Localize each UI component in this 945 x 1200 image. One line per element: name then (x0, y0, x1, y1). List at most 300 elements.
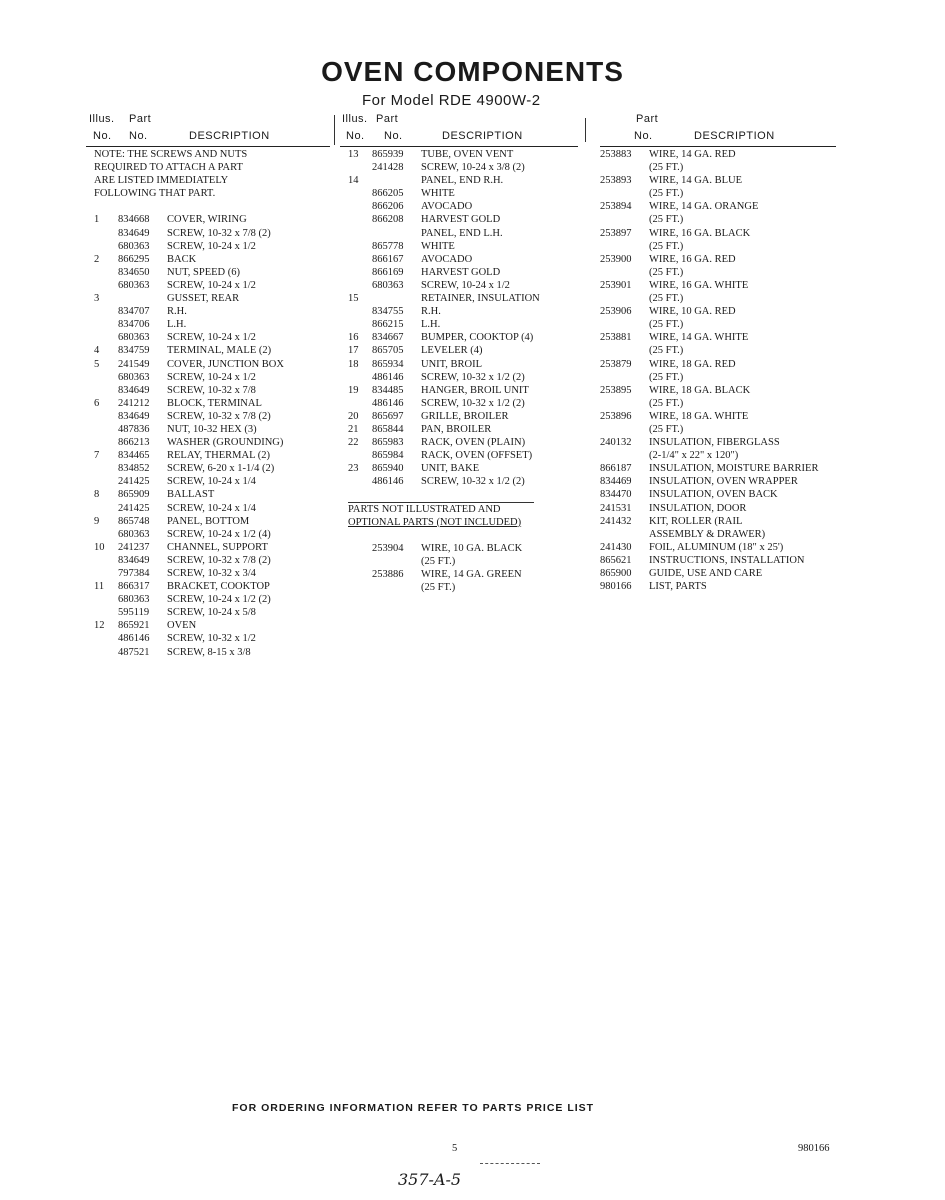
part-number: 680363 (372, 279, 404, 291)
part-description: WIRE, 16 GA. RED (649, 253, 736, 265)
part-description: SCREW, 10-32 x 1/2 (2) (421, 371, 525, 383)
part-description: (25 FT.) (649, 423, 684, 435)
part-row (348, 384, 588, 397)
part-description: HARVEST GOLD (421, 266, 501, 278)
part-row (348, 161, 588, 174)
part-row (94, 567, 334, 580)
assembly-note (94, 148, 334, 200)
illus-number: 14 (348, 175, 359, 187)
part-description: WIRE, 18 GA. BLACK (649, 384, 751, 396)
illus-number: 2 (94, 253, 100, 265)
part-number: 680363 (118, 279, 150, 291)
part-row (600, 462, 845, 475)
dash-rule (480, 1163, 540, 1165)
part-row (600, 541, 845, 554)
part-row (348, 240, 588, 253)
part-row (600, 554, 845, 567)
part-description: WIRE, 14 GA. RED (649, 149, 736, 160)
col2-desc-header: DESCRIPTION (442, 130, 523, 142)
col2-illus-top: Illus. (342, 113, 368, 125)
col2-divider (334, 115, 335, 145)
part-number: 980166 (600, 581, 632, 593)
part-number: 253881 (600, 332, 632, 344)
part-row (600, 305, 845, 318)
col3-desc-header: DESCRIPTION (694, 130, 775, 142)
col2-part-top: Part (376, 113, 399, 125)
illus-number: 22 (348, 437, 359, 449)
part-number: 866205 (372, 188, 404, 200)
part-number: 834485 (372, 384, 404, 396)
part-description: SCREW, 10-32 x 7/8 (2) (167, 554, 271, 566)
part-description: SCREW, 10-32 x 1/2 (2) (421, 397, 525, 409)
part-row (94, 253, 334, 266)
part-number: 241432 (600, 515, 632, 527)
part-description: WIRE, 16 GA. BLACK (649, 227, 751, 239)
part-row (348, 200, 588, 213)
part-number: 834649 (118, 384, 150, 396)
not-illustrated-heading (348, 503, 588, 529)
part-number: 866187 (600, 463, 632, 475)
part-row (94, 619, 334, 632)
part-number: 253893 (600, 175, 632, 187)
handwritten-code: 357-A-5 (398, 1170, 462, 1189)
part-number: 241425 (118, 476, 150, 488)
part-number: 865697 (372, 410, 404, 422)
part-row (94, 502, 334, 515)
part-description: SCREW, 10-24 x 1/4 (167, 476, 256, 488)
part-row (348, 542, 588, 555)
col2-header (342, 111, 582, 145)
part-description: NUT, SPEED (6) (167, 266, 241, 278)
part-description: SCREW, 10-32 x 1/2 (2) (421, 476, 525, 488)
part-description: SCREW, 10-32 x 7/8 (167, 384, 256, 396)
col1-rows (94, 213, 334, 658)
part-description: INSTRUCTIONS, INSTALLATION (649, 554, 805, 566)
part-row (94, 344, 334, 357)
part-row (94, 515, 334, 528)
page-subtitle: For Model RDE 4900W-2 (362, 92, 541, 109)
part-row (600, 200, 845, 213)
illus-number: 10 (94, 541, 105, 553)
part-row (94, 475, 334, 488)
illus-number: 9 (94, 515, 100, 527)
illus-number: 5 (94, 358, 100, 370)
part-number: 865921 (118, 620, 150, 632)
part-number: 865778 (372, 240, 404, 252)
part-row (94, 632, 334, 645)
part-number: 834759 (118, 345, 150, 357)
part-row (94, 279, 334, 292)
part-number: 680363 (118, 528, 150, 540)
part-row (348, 279, 588, 292)
part-description: PAN, BROILER (421, 423, 492, 435)
part-number: 866169 (372, 266, 404, 278)
part-row (600, 253, 845, 266)
part-row (348, 344, 588, 357)
part-row (600, 266, 845, 279)
part-description: TERMINAL, MALE (2) (167, 345, 272, 357)
part-description: WIRE, 16 GA. WHITE (649, 279, 749, 291)
part-description: INSULATION, OVEN BACK (649, 489, 778, 501)
part-number: 866206 (372, 201, 404, 213)
part-description: KIT, ROLLER (RAIL (649, 515, 743, 527)
part-number: 834852 (118, 463, 150, 475)
part-row (600, 475, 845, 488)
part-row (348, 371, 588, 384)
col3-part-no: No. (634, 130, 653, 142)
part-description: CHANNEL, SUPPORT (167, 541, 268, 553)
note-line: NOTE: THE SCREWS AND NUTS (94, 149, 248, 160)
part-description: SCREW, 10-24 x 3/8 (2) (421, 162, 525, 174)
page-title: OVEN COMPONENTS (321, 56, 624, 87)
illus-number: 20 (348, 410, 359, 422)
part-row (600, 528, 845, 541)
part-row (94, 371, 334, 384)
section-heading-line: OPTIONAL PARTS (NOT INCLUDED) (348, 516, 522, 528)
part-row (94, 462, 334, 475)
part-description: SCREW, 10-32 x 7/8 (2) (167, 410, 271, 422)
col1-header (89, 111, 329, 145)
part-number: 865940 (372, 463, 404, 475)
part-row (348, 449, 588, 462)
part-description: WIRE, 14 GA. WHITE (649, 332, 749, 344)
part-description: SCREW, 10-24 x 1/2 (4) (167, 528, 271, 540)
illus-number: 18 (348, 358, 359, 370)
part-row (348, 227, 588, 240)
part-number: 241531 (600, 502, 632, 514)
part-row (600, 174, 845, 187)
part-number: 680363 (118, 371, 150, 383)
part-number: 680363 (118, 240, 150, 252)
part-row (348, 555, 588, 568)
part-number: 253904 (372, 542, 404, 554)
part-row (600, 488, 845, 501)
part-description: SCREW, 10-32 x 7/8 (2) (167, 227, 271, 239)
col2-part-no: No. (384, 130, 403, 142)
part-number: 253901 (600, 279, 632, 291)
part-description: WASHER (GROUNDING) (167, 437, 284, 449)
part-description: RELAY, THERMAL (2) (167, 450, 270, 462)
part-row (94, 331, 334, 344)
part-number: 253879 (600, 358, 632, 370)
part-row (348, 331, 588, 344)
part-number: 865748 (118, 515, 150, 527)
part-number: 680363 (118, 332, 150, 344)
part-number: 834649 (118, 554, 150, 566)
part-description: COVER, JUNCTION BOX (167, 358, 284, 370)
part-description: RETAINER, INSULATION (421, 293, 540, 305)
part-row (600, 227, 845, 240)
part-row (94, 606, 334, 619)
part-row (348, 187, 588, 200)
section-heading-line: PARTS NOT ILLUSTRATED AND (348, 503, 501, 515)
part-description: (25 FT.) (649, 266, 684, 278)
note-line: FOLLOWING THAT PART. (94, 188, 216, 200)
part-description: SCREW, 10-24 x 1/4 (167, 502, 256, 514)
part-row (94, 240, 334, 253)
part-description: R.H. (421, 306, 441, 318)
col2-illus-no: No. (346, 130, 365, 142)
part-description: (25 FT.) (649, 162, 684, 174)
part-description: COVER, WIRING (167, 214, 247, 226)
part-description: WIRE, 10 GA. BLACK (421, 542, 523, 554)
part-row (600, 436, 845, 449)
part-row (600, 344, 845, 357)
col2-body (348, 148, 588, 594)
part-number: 486146 (372, 476, 404, 488)
part-description: (2-1/4" x 22" x 120") (649, 450, 739, 462)
part-row (600, 384, 845, 397)
part-number: 865621 (600, 554, 632, 566)
part-description: (25 FT.) (421, 555, 456, 567)
illus-number: 6 (94, 397, 100, 409)
col3-header-rule (600, 146, 836, 147)
part-description: SCREW, 8-15 x 3/8 (167, 646, 251, 658)
part-row (600, 371, 845, 384)
part-description: PANEL, BOTTOM (167, 515, 250, 527)
part-description: SCREW, 10-24 x 1/2 (167, 240, 256, 252)
illus-number: 15 (348, 293, 359, 305)
part-row (94, 528, 334, 541)
part-description: ASSEMBLY & DRAWER) (649, 528, 766, 540)
part-number: 680363 (118, 594, 150, 606)
part-number: 253896 (600, 410, 632, 422)
illus-number: 4 (94, 345, 100, 357)
part-description: GUIDE, USE AND CARE (649, 568, 763, 579)
col3-rows (600, 148, 845, 593)
illus-number: 23 (348, 463, 359, 475)
part-description: SCREW, 10-24 x 5/8 (167, 607, 256, 619)
col1-part-top: Part (129, 113, 152, 125)
col1-illus-no: No. (93, 130, 112, 142)
part-description: WIRE, 10 GA. RED (649, 306, 736, 318)
part-description: SCREW, 10-24 x 1/2 (2) (167, 594, 271, 606)
part-number: 240132 (600, 437, 632, 449)
part-description: (25 FT.) (649, 188, 684, 200)
part-description: (25 FT.) (649, 293, 684, 305)
part-description: (25 FT.) (421, 582, 456, 594)
part-number: 865983 (372, 437, 404, 449)
part-description: BRACKET, COOKTOP (167, 581, 270, 593)
part-number: 253894 (600, 201, 632, 213)
illus-number: 8 (94, 489, 100, 501)
part-description: INSULATION, OVEN WRAPPER (649, 476, 798, 488)
part-row (94, 541, 334, 554)
part-number: 866213 (118, 437, 150, 449)
part-description: SCREW, 10-32 x 3/4 (167, 568, 256, 579)
part-row (94, 292, 334, 305)
part-number: 253897 (600, 227, 632, 239)
part-description: INSULATION, DOOR (649, 502, 747, 514)
col1-header-rule (86, 146, 330, 147)
part-number: 834668 (118, 214, 150, 226)
note-line: ARE LISTED IMMEDIATELY (94, 175, 229, 187)
illus-number: 19 (348, 384, 359, 396)
part-description: GUSSET, REAR (167, 293, 240, 305)
part-row (600, 318, 845, 331)
part-number: 486146 (372, 397, 404, 409)
part-number: 241549 (118, 358, 150, 370)
part-number: 241237 (118, 541, 150, 553)
part-description: (25 FT.) (649, 397, 684, 409)
part-number: 866317 (118, 581, 150, 593)
part-row (94, 384, 334, 397)
part-number: 253886 (372, 569, 404, 580)
part-row (348, 462, 588, 475)
part-row (94, 646, 334, 659)
part-number: 253906 (600, 306, 632, 318)
part-row (94, 358, 334, 371)
part-description: INSULATION, FIBERGLASS (649, 437, 780, 449)
part-number: 834649 (118, 410, 150, 422)
part-description: SCREW, 10-24 x 1/2 (421, 279, 510, 291)
part-description: UNIT, BROIL (421, 358, 483, 370)
part-number: 797384 (118, 568, 150, 579)
part-description: TUBE, OVEN VENT (421, 149, 514, 160)
part-description: BLOCK, TERMINAL (167, 397, 262, 409)
part-row (94, 593, 334, 606)
part-number: 865939 (372, 149, 404, 160)
part-description: WIRE, 18 GA. RED (649, 358, 736, 370)
part-number: 866167 (372, 253, 404, 265)
part-row (94, 449, 334, 462)
part-row (600, 515, 845, 528)
part-description: BACK (167, 253, 197, 265)
part-number: 834469 (600, 476, 632, 488)
part-description: HANGER, BROIL UNIT (421, 384, 529, 396)
part-row (94, 305, 334, 318)
part-row (94, 436, 334, 449)
part-row (600, 502, 845, 515)
col1-desc-header: DESCRIPTION (189, 130, 270, 142)
part-number: 595119 (118, 607, 150, 619)
part-row (600, 292, 845, 305)
part-description: PANEL, END R.H. (421, 175, 504, 187)
part-description: R.H. (167, 306, 187, 318)
part-number: 241428 (372, 162, 404, 174)
col2-rows (348, 148, 588, 488)
part-number: 487521 (118, 646, 150, 658)
part-row (348, 475, 588, 488)
part-row (600, 240, 845, 253)
part-number: 866208 (372, 214, 404, 226)
part-number: 834650 (118, 266, 150, 278)
part-row (348, 253, 588, 266)
part-description: NUT, 10-32 HEX (3) (167, 423, 257, 435)
col1-part-no: No. (129, 130, 148, 142)
part-row (600, 397, 845, 410)
part-row (348, 213, 588, 226)
part-row (94, 580, 334, 593)
part-description: GRILLE, BROILER (421, 410, 509, 422)
part-row (600, 213, 845, 226)
part-description: WHITE (421, 240, 455, 252)
part-row (600, 358, 845, 371)
part-number: 253895 (600, 384, 632, 396)
part-row (348, 397, 588, 410)
ordering-footer: FOR ORDERING INFORMATION REFER TO PARTS PRICE LIST (232, 1102, 595, 1114)
illus-number: 3 (94, 293, 100, 305)
col3-body (600, 148, 845, 593)
part-row (600, 410, 845, 423)
part-description: (25 FT.) (649, 345, 684, 357)
part-description: SCREW, 10-24 x 1/2 (167, 279, 256, 291)
part-row (94, 397, 334, 410)
col3-divider (585, 118, 586, 142)
part-row (600, 423, 845, 436)
part-number: 834707 (118, 306, 150, 318)
part-description: SCREW, 10-32 x 1/2 (167, 633, 256, 645)
part-row (348, 305, 588, 318)
part-description: L.H. (167, 319, 187, 331)
part-number: 241212 (118, 397, 150, 409)
part-number: 487836 (118, 423, 150, 435)
part-number: 834667 (372, 332, 404, 344)
illus-number: 16 (348, 332, 359, 344)
part-description: PANEL, END L.H. (421, 227, 503, 239)
part-description: RACK, OVEN (PLAIN) (421, 437, 526, 449)
part-number: 486146 (372, 371, 404, 383)
part-row (348, 318, 588, 331)
illus-number: 12 (94, 620, 105, 632)
part-description: HARVEST GOLD (421, 214, 501, 226)
part-number: 834706 (118, 319, 150, 331)
part-description: AVOCADO (421, 253, 473, 265)
part-description: SCREW, 10-24 x 1/2 (167, 371, 256, 383)
col1-illus-top: Illus. (89, 113, 115, 125)
part-row (94, 266, 334, 279)
part-number: 865844 (372, 423, 404, 435)
part-description: (25 FT.) (649, 240, 684, 252)
col2-header-rule (340, 146, 578, 147)
part-row (348, 410, 588, 423)
page-number: 5 (452, 1143, 458, 1154)
part-row (94, 318, 334, 331)
part-number: 253883 (600, 149, 632, 160)
part-description: WIRE, 14 GA. ORANGE (649, 201, 759, 213)
part-description: LEVELER (4) (421, 345, 483, 357)
part-row (94, 227, 334, 240)
part-description: L.H. (421, 319, 441, 331)
part-row (94, 213, 334, 226)
illus-number: 1 (94, 214, 100, 226)
part-row (348, 436, 588, 449)
part-number: 486146 (118, 633, 150, 645)
col3-header (636, 111, 836, 145)
part-row (600, 449, 845, 462)
illus-number: 21 (348, 423, 359, 435)
part-number: 865984 (372, 450, 404, 462)
part-number: 865705 (372, 345, 404, 357)
part-description: WIRE, 14 GA. BLUE (649, 175, 743, 187)
part-description: OVEN (167, 620, 197, 632)
document-number: 980166 (798, 1143, 830, 1154)
part-description: FOIL, ALUMINUM (18" x 25') (649, 541, 784, 553)
part-description: INSULATION, MOISTURE BARRIER (649, 463, 819, 475)
note-line: REQUIRED TO ATTACH A PART (94, 162, 243, 174)
part-description: (25 FT.) (649, 371, 684, 383)
part-row (600, 279, 845, 292)
part-row (94, 423, 334, 436)
illus-number: 17 (348, 345, 359, 357)
part-number: 834755 (372, 306, 404, 318)
illus-number: 13 (348, 149, 359, 160)
part-description: RACK, OVEN (OFFSET) (421, 450, 533, 462)
part-row (348, 148, 588, 161)
part-row (600, 187, 845, 200)
part-description: UNIT, BAKE (421, 463, 480, 475)
part-description: BUMPER, COOKTOP (4) (421, 332, 534, 344)
